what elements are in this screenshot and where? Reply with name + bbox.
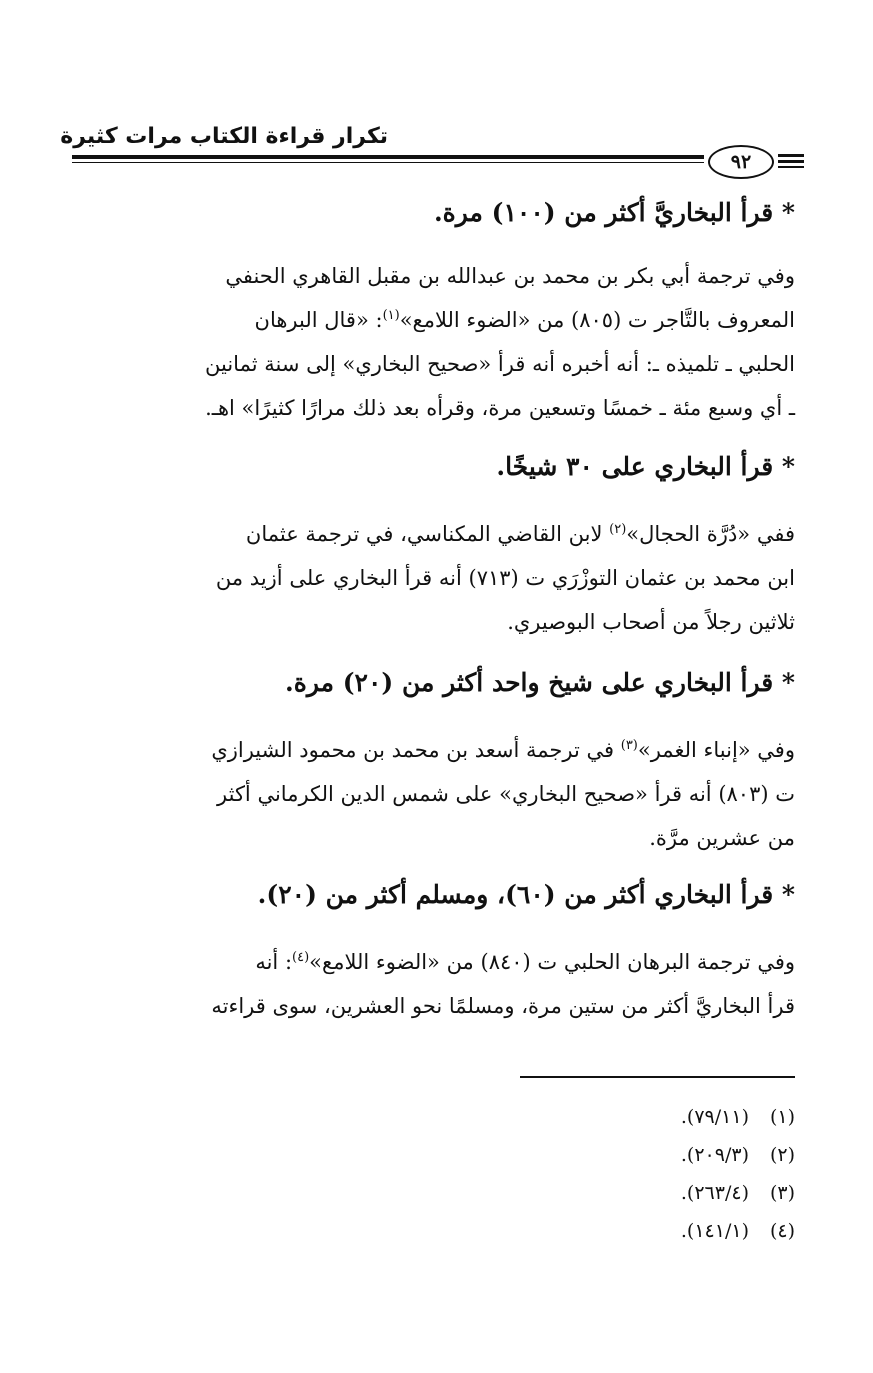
paragraph-line	[75, 728, 795, 772]
paragraph-line	[75, 940, 795, 984]
line-text: ففي «دُرَّة الحجال»	[626, 522, 795, 546]
paragraph-line: من عشرين مرَّة.	[649, 826, 795, 850]
footnote	[681, 1174, 795, 1212]
header-rule	[72, 155, 704, 159]
footnote-text: (٧٩/١١).	[680, 1106, 749, 1128]
footnote-ref: (٣)	[620, 738, 638, 753]
paragraph	[75, 940, 795, 1028]
paragraph-line	[75, 512, 795, 556]
footnote-text: (٢٦٣/٤).	[680, 1182, 749, 1204]
line-text: لابن القاضي المكناسي، في ترجمة عثمان	[245, 522, 610, 546]
section-heading: * قرأ البخاريَّ أكثر من (١٠٠) مرة.	[433, 198, 795, 227]
paragraph-line: ـ أي وسبع مئة ـ خمسًا وتسعين مرة، وقرأه بعد ذلك مرارًا كثيرًا» اهـ.	[205, 396, 795, 420]
footnotes	[681, 1098, 795, 1250]
footnote-number: (٢)	[769, 1144, 795, 1166]
footnote	[681, 1098, 795, 1136]
footnote-separator	[520, 1076, 795, 1078]
paragraph-line: ابن محمد بن عثمان التوزْرَي ت (٧١٣) أنه قرأ البخاري على أزيد من	[215, 566, 795, 590]
paragraph-line: ت (٨٠٣) أنه قرأ «صحيح البخاري» على شمس الدين الكرماني أكثر	[217, 782, 795, 806]
running-title: تكرار قراءة الكتاب مرات كثيرة	[60, 124, 388, 149]
footnote-text: (١٤١/١).	[680, 1220, 749, 1242]
header-rule-ornament	[778, 166, 804, 168]
paragraph-line: قرأ البخاريَّ أكثر من ستين مرة، ومسلمًا نحو العشرين، سوى قراءته	[211, 994, 795, 1018]
line-text: وفي ترجمة البرهان الحلبي ت (٨٤٠) من «الضوء اللامع»	[309, 950, 795, 974]
footnote-ref: (١)	[382, 308, 400, 323]
paragraph-line: وفي ترجمة أبي بكر بن محمد بن عبدالله بن مقبل القاهري الحنفي	[225, 264, 795, 288]
section-heading: * قرأ البخاري أكثر من (٦٠)، ومسلم أكثر من (٢٠).	[257, 880, 795, 909]
line-text: : «قال البرهان	[254, 308, 383, 332]
footnote-number: (٣)	[769, 1182, 795, 1204]
section-heading: * قرأ البخاري على ٣٠ شيخًا.	[496, 452, 795, 481]
section-heading: * قرأ البخاري على شيخ واحد أكثر من (٢٠) مرة.	[285, 668, 795, 697]
footnote-text: (٢٠٩/٣).	[680, 1144, 749, 1166]
line-text: وفي «إنباء الغمر»	[637, 738, 795, 762]
page-number: ٩٢	[708, 145, 774, 179]
paragraph-line	[75, 298, 795, 342]
line-text: في ترجمة أسعد بن محمد بن محمود الشيرازي	[211, 738, 621, 762]
header-rule-ornament	[778, 154, 804, 157]
line-text: : أنه	[255, 950, 293, 974]
paragraph	[75, 512, 795, 644]
header-rule-ornament	[778, 160, 804, 163]
footnote	[681, 1212, 795, 1250]
paragraph-line: الحلبي ـ تلميذه ـ: أنه أخبره أنه قرأ «صحيح البخاري» إلى سنة ثمانين	[205, 352, 795, 376]
paragraph	[75, 254, 795, 430]
paragraph-line: ثلاثين رجلاً من أصحاب البوصيري.	[507, 610, 795, 634]
footnote	[681, 1136, 795, 1174]
footnote-ref: (٤)	[292, 950, 310, 965]
paragraph	[75, 728, 795, 860]
footnote-number: (٤)	[769, 1220, 795, 1242]
header-rule-thin	[72, 162, 704, 163]
footnote-number: (١)	[769, 1106, 795, 1128]
footnote-ref: (٢)	[609, 522, 627, 537]
line-text: المعروف بالتَّاجر ت (٨٠٥) من «الضوء اللامع»	[399, 308, 795, 332]
